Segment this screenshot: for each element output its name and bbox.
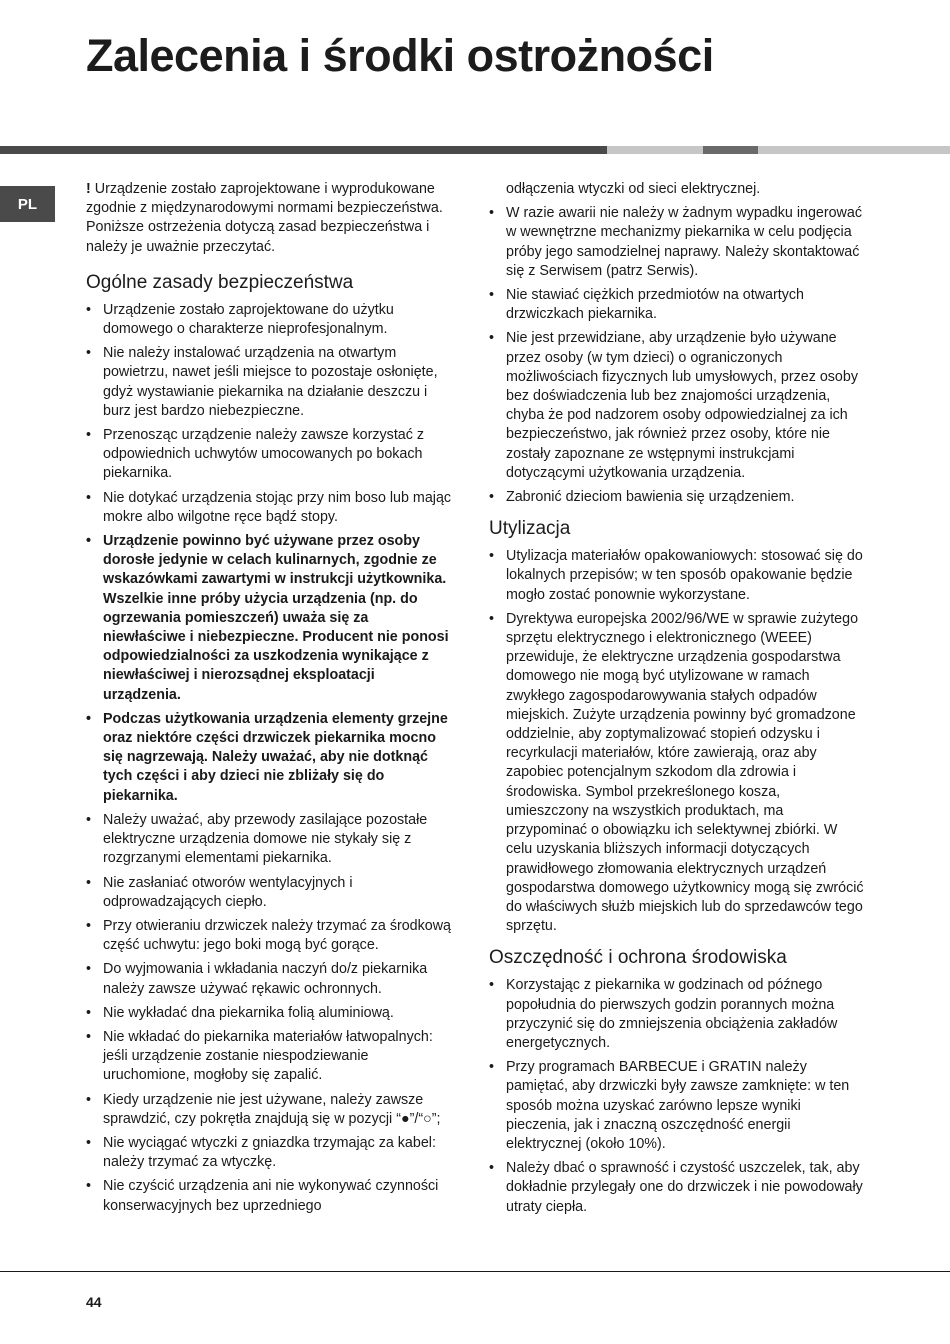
list-item: • Kiedy urządzenie nie jest używane, należy zawsze sprawdzić, czy pokrętła znajdują się w pozycji “●”/“○”; [86, 1091, 454, 1129]
list-item: • Urządzenie zostało zaprojektowane do użytku domowego o charakterze nieprofesjonalnym. [86, 301, 454, 339]
header-rule-light-end [758, 146, 950, 154]
header-rule-light [607, 146, 703, 154]
list-item: • Zabronić dzieciom bawienia się urządzeniem. [489, 488, 864, 507]
list-item: • Do wyjmowania i wkładania naczyń do/z piekarnika należy zawsze używać rękawic ochronnych. [86, 960, 454, 998]
warning-mark: ! [86, 181, 91, 197]
savings-heading: Oszczędność i ochrona środowiska [489, 947, 787, 969]
list-item: • Nie wkładać do piekarnika materiałów łatwopalnych: jeśli urządzenie zostanie niespodziewanie uruchomione, mogłoby się zapalić. [86, 1028, 454, 1086]
left-column [86, 180, 454, 1226]
list-item: • Nie czyścić urządzenia ani nie wykonywać czynności konserwacyjnych bez uprzedniego [86, 1177, 454, 1215]
list-item-continuation: odłączenia wtyczki od sieci elektrycznej. [506, 181, 761, 197]
list-item: • Przy otwieraniu drzwiczek należy trzymać za środkową część uchwytu: jego boki mogą być gorące. [86, 917, 454, 955]
list-item: • Należy dbać o sprawność i czystość uszczelek, tak, aby dokładnie przylegały one do drzwiczek i nie powodowały utraty ciepła. [489, 1159, 864, 1217]
footer-rule [0, 1271, 950, 1272]
list-item: • Przenosząc urządzenie należy zawsze korzystać z odpowiednich uchwytów umocowanych po bokach piekarnika. [86, 426, 454, 484]
savings-list [489, 976, 864, 1216]
list-item: • Przy programach BARBECUE i GRATIN należy pamiętać, aby drzwiczki były zawsze zamknięte: w ten sposób można uzyskać zarówno lepsze wyniki pieczenia, jak i znaczną oszczędność energii elektrycznej (około 10%). [489, 1058, 864, 1154]
list-item-bold: • Podczas użytkowania urządzenia elementy grzejne oraz niektóre części drzwiczek piekarnika mocno się nagrzewają. Należy uważać, aby nie dotknąć tych części i aby dzieci nie zbliżały się do piekarnika. [86, 710, 454, 806]
intro-text: Urządzenie zostało zaprojektowane i wyprodukowane zgodnie z międzynarodowymi normami bezpieczeństwa. Poniższe ostrzeżenia dotyczą zasad bezpieczeństwa i należy je uważnie przeczytać. [86, 181, 443, 255]
list-item: • Należy uważać, aby przewody zasilające pozostałe elektryczne urządzenia domowe nie stykały się z rozgrzanymi elementami piekarnika. [86, 811, 454, 869]
page-title: Zalecenia i środki ostrożności [86, 30, 714, 81]
page-number: 44 [86, 1294, 102, 1310]
list-item: • Nie jest przewidziane, aby urządzenie było używane przez osoby (w tym dzieci) o ograniczonych możliwościach fizycznych lub umysłowych, przez osoby bez doświadczenia lub bez znajomości urządzenia, chyba że pod nadzorem osoby odpowiedzialnej za ich bezpieczeństwo, jak również przez osoby, które nie zostały zapoznane ze wstępnymi instrukcjami dotyczącymi użytkowania urządzenia. [489, 329, 864, 483]
header-rule-mid [703, 146, 758, 154]
general-safety-list-continued [489, 180, 864, 507]
language-tab: PL [0, 186, 55, 222]
disposal-list [489, 547, 864, 936]
list-item: • W razie awarii nie należy w żadnym wypadku ingerować w wewnętrzne mechanizmy piekarnika w celu podjęcia próby jego samodzielnej naprawy. Należy skontaktować się z Serwisem (patrz Serwis). [489, 204, 864, 281]
disposal-heading: Utylizacja [489, 518, 571, 540]
list-item: • Dyrektywa europejska 2002/96/WE w sprawie zużytego sprzętu elektrycznego i elektronicznego (WEEE) przewiduje, że elektryczne urządzenia gospodarstwa domowego nie mogą być utylizowane w ramach zwykłego zagospodarowywania stałych odpadów miejskich. Zużyte urządzenia powinny być gromadzone oddzielnie, aby zoptymalizować stopień odzysku i recyrkulacji materiałów, które zawierają, oraz aby zapobiec potencjalnym szkodom dla zdrowia i środowiska. Symbol przekreślonego kosza, umieszczony na wszystkich produktach, ma przypominać o obowiązku ich selektywnej zbiórki. W celu uzyskania bliższych informacji dotyczących prawidłowego złomowania elektrycznych urządzeń gospodarstwa domowego użytkownicy mogą się zwrócić do właściwych służb miejskich lub do sprzedawców tego sprzętu. [489, 610, 864, 936]
list-item: • Nie wyciągać wtyczki z gniazdka trzymając za kabel: należy trzymać za wtyczkę. [86, 1134, 454, 1172]
list-item: • Nie należy instalować urządzenia na otwartym powietrzu, nawet jeśli miejsce to pozostaje osłonięte, gdyż wystawianie piekarnika na działanie deszczu i burz jest bardzo niebezpieczne. [86, 344, 454, 421]
list-item: • Nie dotykać urządzenia stojąc przy nim boso lub mając mokre albo wilgotne ręce bądź stopy. [86, 489, 454, 527]
list-item: • Nie wykładać dna piekarnika folią aluminiową. [86, 1004, 454, 1023]
list-item: • Utylizacja materiałów opakowaniowych: stosować się do lokalnych przepisów; w ten sposób opakowanie będzie mogło zostać ponownie wykorzystane. [489, 547, 864, 605]
list-item-bold: • Urządzenie powinno być używane przez osoby dorosłe jedynie w celach kulinarnych, zgodnie ze wskazówkami zawartymi w instrukcji użytkownika. Wszelkie inne próby użycia urządzenia (np. do ogrzewania pomieszczeń) uważa się za niewłaściwe i niebezpieczne. Producent nie ponosi odpowiedzialności za uszkodzenia wynikające z niewłaściwej i nierozsądnej eksploatacji urządzenia. [86, 532, 454, 705]
list-item: • Nie stawiać ciężkich przedmiotów na otwartych drzwiczkach piekarnika. [489, 286, 864, 324]
right-column [489, 180, 864, 1227]
intro-paragraph [86, 180, 454, 257]
header-rule-dark [0, 146, 607, 154]
general-safety-list [86, 301, 454, 1216]
general-safety-heading: Ogólne zasady bezpieczeństwa [86, 271, 354, 293]
list-item: • Korzystając z piekarnika w godzinach od późnego popołudnia do pierwszych godzin porannych można przyczynić się do zmniejszenia obciążenia zakładów energetycznych. [489, 976, 864, 1053]
list-item: • Nie zasłaniać otworów wentylacyjnych i odprowadzających ciepło. [86, 874, 454, 912]
